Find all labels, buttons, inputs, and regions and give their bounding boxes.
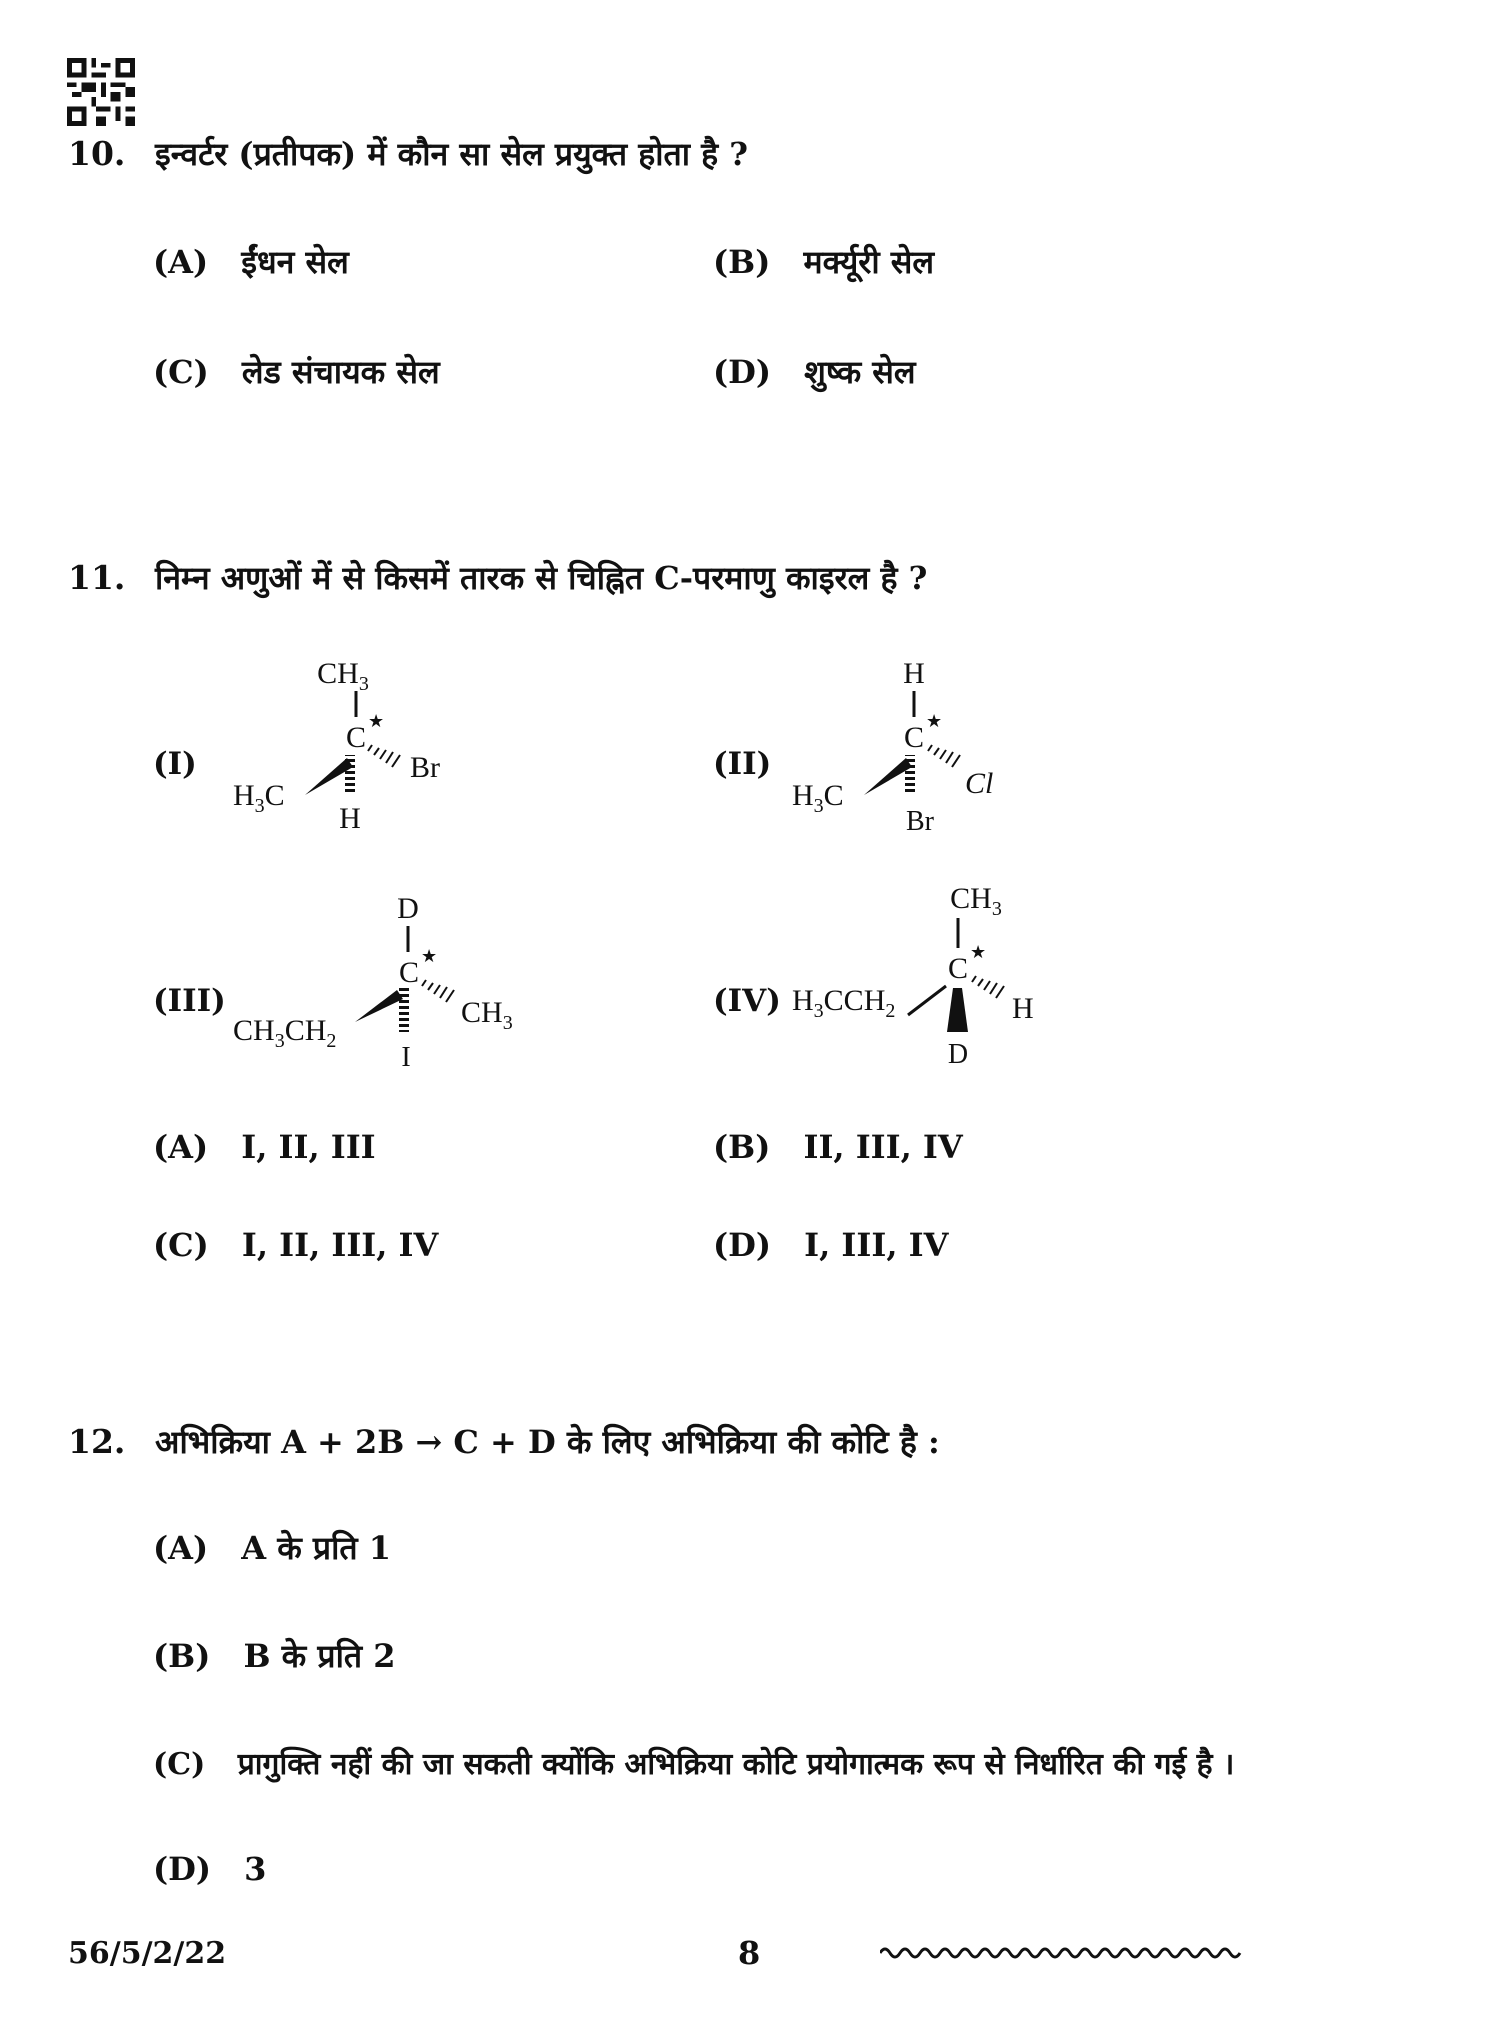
- svg-text:C: C: [345, 721, 367, 754]
- structure-iii-right: $CH_3$: [461, 996, 513, 1034]
- question-11-number: 11.: [68, 558, 126, 597]
- q12-option-b-text: B के प्रति 2: [243, 1637, 396, 1675]
- q12-option-c-text: प्रागुक्ति नहीं की जा सकती क्योंकि अभिक्रिया कोटि प्रयोगात्मक रूप से निर्धारित की गई है ।: [237, 1747, 1235, 1782]
- structure-i-diagram: [225, 645, 465, 845]
- q12-option-b[interactable]: [153, 1634, 396, 1677]
- structure-i-left: $H_3C$: [233, 779, 285, 817]
- structure-iv-bottom: D: [947, 1039, 969, 1070]
- q10-option-b[interactable]: [713, 240, 934, 283]
- structure-ii-top: H: [903, 657, 925, 690]
- q10-option-d[interactable]: [713, 350, 916, 393]
- page-number: 8: [738, 1934, 761, 1972]
- structure-iv-top: $CH_3$: [950, 882, 1002, 920]
- q10-option-c-text: लेड संचायक सेल: [241, 353, 440, 391]
- question-12-text: अभिक्रिया A + 2B → C + D के लिए अभिक्रिया की कोटि है :: [155, 1423, 940, 1461]
- q12-option-a-label: (A): [153, 1529, 209, 1567]
- q12-option-c-label: (C): [153, 1747, 206, 1782]
- q11-option-a-text: I, II, III: [241, 1128, 376, 1166]
- structure-iv-right: H: [1012, 992, 1034, 1025]
- q11-option-c-label: (C): [153, 1226, 209, 1264]
- q10-option-c[interactable]: [153, 350, 440, 393]
- q11-option-d[interactable]: [713, 1226, 948, 1264]
- structure-iv-label: (IV): [713, 983, 781, 1019]
- q12-option-c[interactable]: [153, 1742, 1234, 1783]
- structure-iii-bottom: I: [401, 1042, 411, 1073]
- structure-ii-left: $H_3C$: [792, 779, 844, 817]
- q10-option-a-text: ईंधन सेल: [241, 243, 349, 281]
- q11-option-a[interactable]: [153, 1128, 376, 1166]
- q12-option-a[interactable]: [153, 1526, 391, 1569]
- structure-iii-left: $CH_3CH_2$: [233, 1014, 337, 1052]
- question-11-text: निम्न अणुओं में से किसमें तारक से चिह्नित C-परमाणु काइरल है ?: [155, 559, 928, 597]
- structure-ii-diagram: [790, 645, 1030, 845]
- structure-iii-label: (III): [153, 983, 226, 1019]
- q10-option-d-text: शुष्क सेल: [804, 353, 916, 391]
- svg-text:C: C: [903, 721, 925, 754]
- q12-option-a-text: A के प्रति 1: [241, 1529, 392, 1567]
- q11-option-b-label: (B): [713, 1128, 771, 1166]
- structure-i-top: $CH_3$: [317, 657, 369, 695]
- structure-i-label: (I): [153, 746, 197, 782]
- svg-text:★: ★: [421, 946, 438, 966]
- svg-text:★: ★: [368, 711, 385, 731]
- structure-ii-right: Cl: [965, 767, 994, 800]
- q10-option-b-label: (B): [713, 243, 771, 281]
- question-12-number: 12.: [68, 1422, 126, 1461]
- paper-code: 56/5/2/22: [68, 1936, 227, 1971]
- structure-ii-label: (II): [713, 746, 772, 782]
- q11-option-d-text: I, III, IV: [804, 1226, 949, 1264]
- question-10-text: इन्वर्टर (प्रतीपक) में कौन सा सेल प्रयुक्त होता है ?: [155, 135, 749, 173]
- q12-option-b-label: (B): [153, 1637, 211, 1675]
- qr-code-icon: [66, 58, 136, 126]
- q10-option-a[interactable]: [153, 240, 349, 283]
- q12-option-d-text: 3: [244, 1850, 267, 1888]
- q11-option-b[interactable]: [713, 1128, 963, 1166]
- svg-text:★: ★: [926, 711, 943, 731]
- q11-option-c-text: I, II, III, IV: [241, 1226, 439, 1264]
- structure-i-right: Br: [410, 751, 440, 784]
- svg-text:★: ★: [970, 942, 987, 962]
- question-10-number: 10.: [68, 134, 126, 173]
- structure-iii-diagram: [225, 880, 545, 1080]
- q12-option-d-label: (D): [153, 1850, 212, 1888]
- q12-option-d[interactable]: [153, 1850, 266, 1888]
- svg-text:C: C: [398, 956, 420, 989]
- structure-iii-top: D: [397, 892, 419, 925]
- structure-iv-left: $H_3CCH_2$: [792, 984, 896, 1022]
- q10-option-a-label: (A): [153, 243, 209, 281]
- structure-iv-diagram: [790, 870, 1070, 1080]
- q10-option-d-label: (D): [713, 353, 772, 391]
- q11-option-b-text: II, III, IV: [803, 1128, 963, 1166]
- q11-option-a-label: (A): [153, 1128, 209, 1166]
- q11-option-c[interactable]: [153, 1226, 438, 1264]
- structure-ii-bottom: Br: [906, 806, 934, 837]
- q10-option-c-label: (C): [153, 353, 209, 391]
- q11-option-d-label: (D): [713, 1226, 772, 1264]
- q10-option-b-text: मर्क्यूरी सेल: [803, 243, 935, 281]
- wavy-line-decoration: [880, 1942, 1250, 1964]
- structure-i-bottom: H: [339, 802, 361, 835]
- svg-text:C: C: [947, 952, 969, 985]
